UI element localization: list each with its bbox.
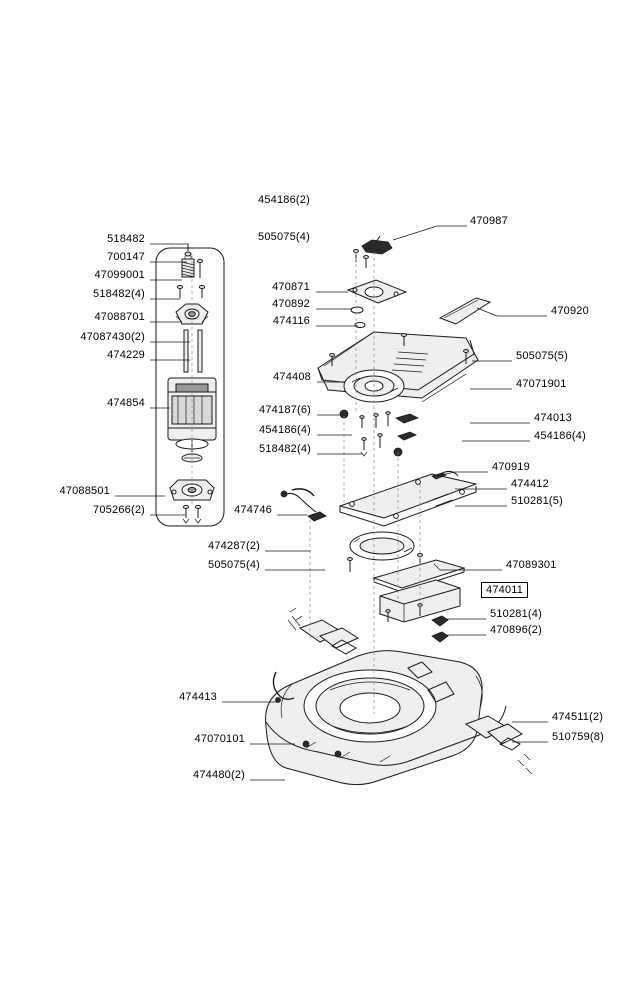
part-number-label: 474854 [107, 397, 145, 409]
part-number-label: 518482(4) [259, 443, 311, 455]
part-number-label: 47071901 [516, 378, 567, 390]
part-number-label: 454186(4) [534, 430, 586, 442]
part-number-label: 47088701 [94, 311, 145, 323]
part-number-label: 474287(2) [208, 540, 260, 552]
part-number-label: 474480(2) [193, 769, 245, 781]
part-number-label: 700147 [107, 251, 145, 263]
motor-assembly-group [156, 243, 224, 526]
part-number-label: 510281(5) [511, 495, 563, 507]
part-number-label: 47070101 [194, 733, 245, 745]
part-number-label: 474511(2) [552, 711, 604, 723]
part-number-label: 470871 [272, 281, 310, 293]
part-number-label: 47088501 [59, 485, 110, 497]
part-number-label: 474187(6) [259, 404, 311, 416]
part-number-label: 47099001 [94, 269, 145, 281]
part-number-label: 474116 [272, 315, 310, 327]
part-number-label: 474412 [511, 478, 549, 490]
part-number-label: 47089301 [506, 559, 557, 571]
part-number-label: 505075(4) [208, 559, 260, 571]
part-number-label: 474011 [481, 582, 528, 598]
part-number-label: 705266(2) [93, 504, 145, 516]
part-number-label: 474013 [534, 412, 572, 424]
part-number-label: 474408 [273, 371, 311, 383]
part-number-label: 454186(4) [259, 424, 311, 436]
part-number-label: 518482(4) [93, 288, 145, 300]
part-number-label: 474413 [179, 691, 217, 703]
part-number-label: 474746 [234, 504, 272, 516]
part-number-label: 474229 [107, 349, 145, 361]
part-number-label: 470919 [492, 461, 530, 473]
part-number-label: 510281(4) [490, 608, 542, 620]
brush-holder-right [466, 716, 532, 774]
part-number-label: 470987 [470, 215, 508, 227]
part-number-label: 454186(2) [258, 194, 310, 206]
part-number-label: 470892 [272, 298, 310, 310]
part-number-label: 510759(8) [552, 731, 604, 743]
part-number-label: 518482 [107, 233, 145, 245]
part-number-label: 505075(4) [258, 231, 310, 243]
part-number-label: 470920 [551, 305, 589, 317]
part-number-label: 47087430(2) [80, 331, 145, 343]
part-number-label: 470896(2) [490, 624, 542, 636]
part-number-label: 505075(5) [516, 350, 568, 362]
brush-holder-left [288, 608, 358, 654]
screws-group [177, 285, 204, 298]
